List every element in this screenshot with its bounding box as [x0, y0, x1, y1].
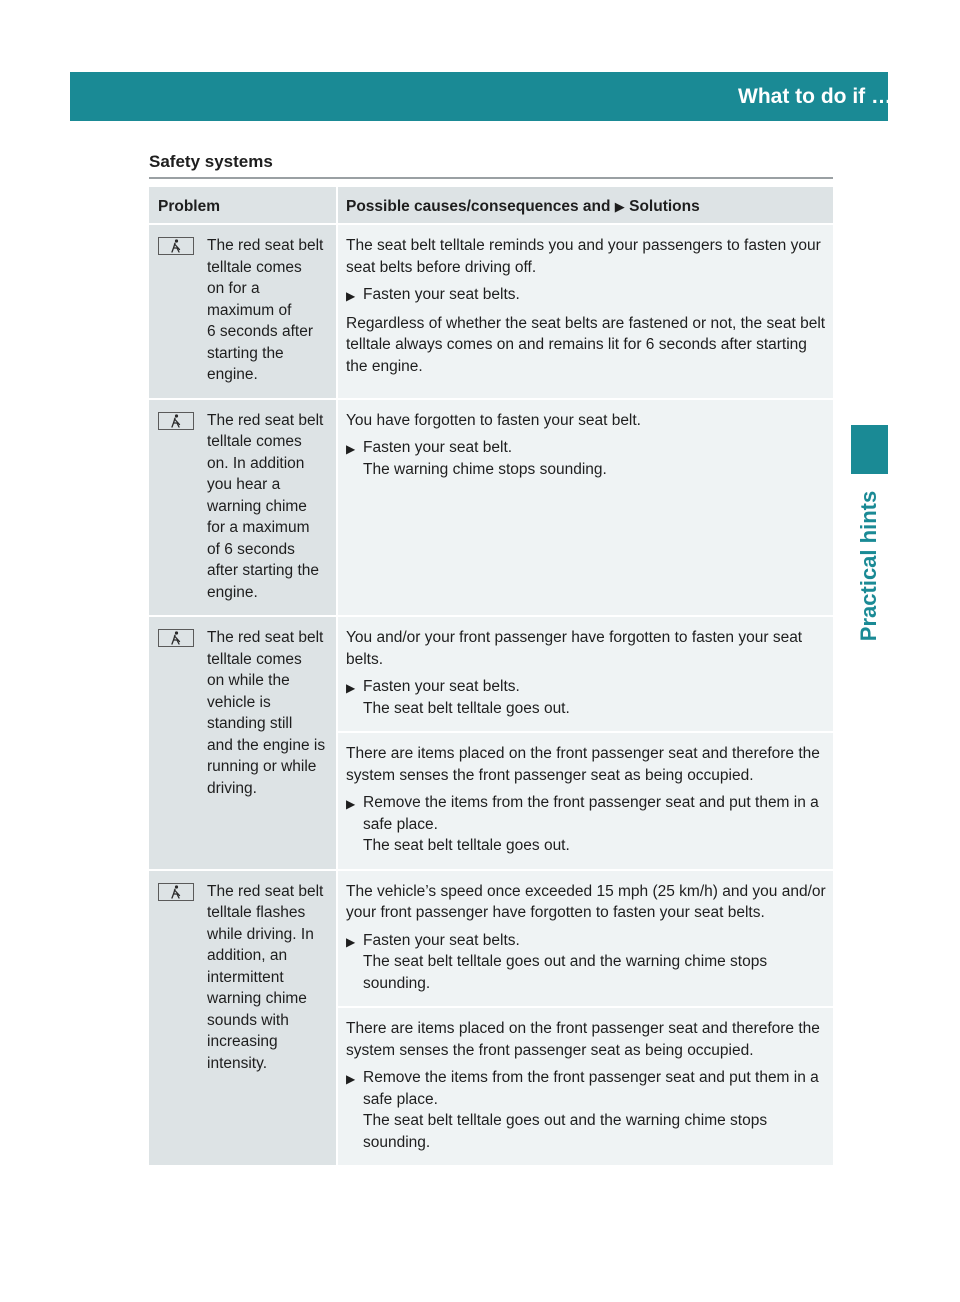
problem-text: The red seat belt telltale comes on. In addition you hear a warning chime for a maximum of 6 seconds after starting the engine.: [207, 411, 324, 601]
table-row: [149, 871, 833, 1168]
problem-text: The red seat belt telltale comes on for a maximum of 6 seconds after starting the engine.: [207, 237, 324, 383]
problem-cell: [149, 871, 336, 1166]
cause-block: [338, 731, 833, 869]
result-text: The seat belt telltale goes out and the warning chime stops sounding.: [363, 953, 768, 992]
result-text: The warning chime stops sounding.: [363, 460, 607, 478]
action-arrow-icon: ▶: [346, 934, 356, 949]
action-text: Remove the items from the front passenger seat and put them in a safe place.: [363, 1069, 819, 1108]
solutions-cell: [336, 617, 833, 869]
action-step: [346, 437, 827, 480]
result-text: The seat belt telltale goes out and the warning chime stops sounding.: [363, 1112, 768, 1151]
cause-text: You have forgotten to fasten your seat belt.: [346, 411, 641, 429]
seat-belt-icon-glyph: [169, 631, 183, 645]
action-body: [363, 676, 827, 719]
result-text: The seat belt telltale goes out.: [363, 837, 570, 854]
cause-text: The seat belt telltale reminds you and your passengers to fasten your seat belts before driving off.: [346, 237, 821, 276]
problem-text: The red seat belt telltale comes on while the vehicle is standing still and the engine is running or while driving.: [207, 629, 326, 797]
section-title: Safety systems: [149, 152, 273, 171]
action-step: [346, 1067, 827, 1153]
action-arrow-icon: ▶: [346, 797, 356, 811]
problem-text: The red seat belt telltale flashes while driving. In addition, an intermittent warning chime sounds with increasing intensity.: [207, 882, 324, 1072]
troubleshooting-table: [149, 187, 833, 1167]
side-tab: [851, 425, 888, 474]
action-text: Fasten your seat belts.: [363, 931, 520, 949]
action-body: [363, 792, 827, 857]
header-bar: [70, 72, 949, 121]
cause-text: The vehicle’s speed once exceeded 15 mph (25 km/h) and you and/or your front passenger have forgotten to fasten your seat belts.: [346, 882, 826, 921]
column-header-solutions: [336, 187, 833, 223]
result-text: The seat belt telltale goes out.: [363, 699, 570, 717]
note-text: Regardless of whether the seat belts are fastened or not, the seat belt telltale always comes on and remains lit for 6 seconds after starting the engine.: [346, 314, 826, 375]
seat-belt-icon-glyph: [169, 414, 183, 428]
action-step: [346, 930, 827, 995]
cause-block: [338, 617, 833, 731]
seat-belt-icon: [158, 412, 194, 430]
table-row: [149, 400, 833, 618]
solutions-cell: [336, 400, 833, 616]
action-text: Fasten your seat belts.: [363, 678, 520, 695]
cause-text: You and/or your front passenger have forgotten to fasten your seat belts.: [346, 629, 803, 668]
action-text: Fasten your seat belt.: [363, 439, 513, 456]
page-number: 493: [914, 85, 949, 107]
seat-belt-icon: [158, 237, 194, 255]
action-arrow-icon: ▶: [346, 442, 356, 456]
action-step: [346, 792, 827, 857]
action-arrow-icon: ▶: [614, 199, 625, 214]
seat-belt-icon: [158, 883, 194, 901]
problem-cell: [149, 617, 336, 869]
action-arrow-icon: ▶: [346, 289, 356, 303]
action-step: [346, 284, 827, 308]
cause-block: [338, 871, 833, 1007]
action-body: [363, 930, 827, 995]
action-body: [363, 437, 827, 480]
side-label: Practical hints: [856, 490, 881, 642]
action-body: [363, 1067, 827, 1153]
table-header: [149, 187, 833, 225]
column-header-solutions-label: Solutions: [629, 198, 700, 215]
action-text: Remove the items from the front passenger seat and put them in a safe place.: [363, 794, 819, 833]
cause-text: There are items placed on the front passenger seat and therefore the system senses the front passenger seat as being occupied.: [346, 1020, 820, 1059]
problem-cell: [149, 225, 336, 398]
action-text: Fasten your seat belts.: [363, 286, 520, 303]
column-header-causes: Possible causes/consequences and: [346, 198, 611, 215]
solutions-cell: [336, 871, 833, 1166]
table-body: [149, 225, 833, 1167]
cause-block: [338, 225, 833, 398]
cause-block: [338, 400, 833, 616]
problem-cell: [149, 400, 336, 616]
cause-text: There are items placed on the front passenger seat and therefore the system senses the front passenger seat as being occupied.: [346, 745, 820, 784]
action-body: [363, 284, 827, 308]
seat-belt-icon: [158, 629, 194, 647]
seat-belt-icon-glyph: [169, 885, 183, 899]
action-arrow-icon: ▶: [346, 681, 356, 695]
header-title: What to do if …: [738, 85, 892, 108]
cause-block: [338, 1006, 833, 1165]
table-row: [149, 617, 833, 871]
section-rule: [149, 177, 833, 179]
seat-belt-icon-glyph: [169, 239, 183, 253]
action-step: [346, 676, 827, 719]
column-header-problem: Problem: [158, 198, 221, 215]
action-arrow-icon: ▶: [346, 1072, 356, 1086]
solutions-cell: [336, 225, 833, 398]
table-row: [149, 225, 833, 400]
